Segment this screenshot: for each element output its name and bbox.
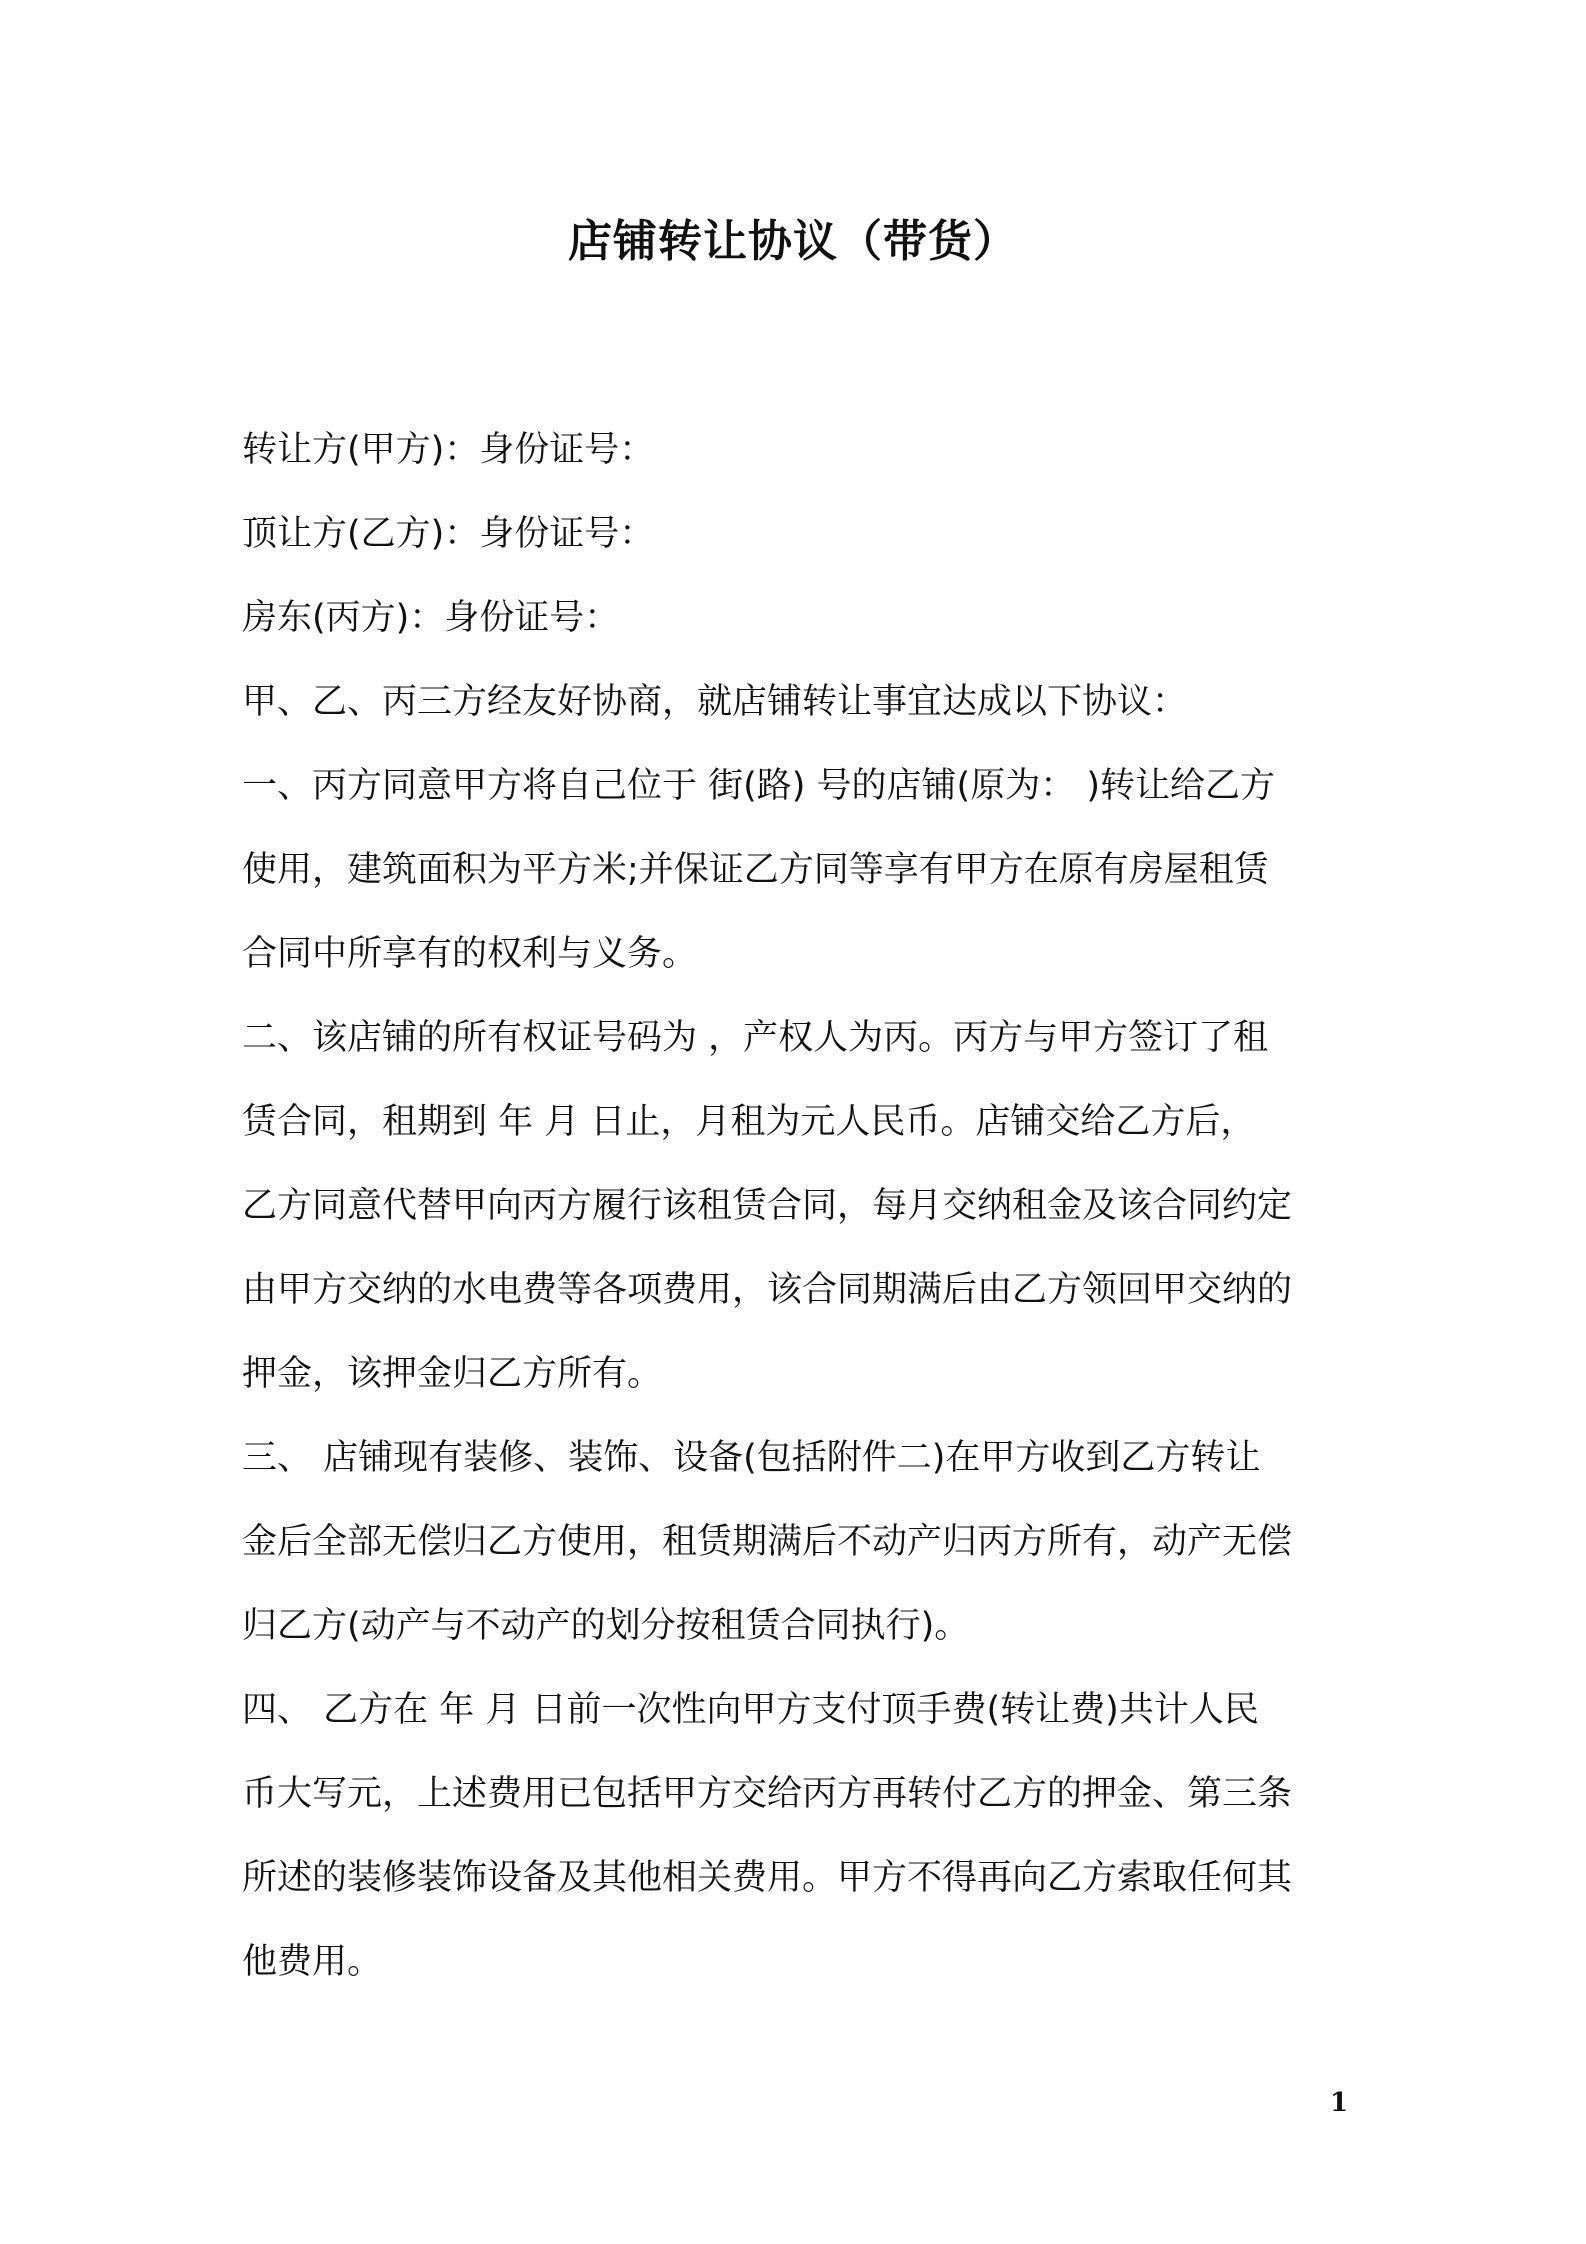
clause-2-line: 二、该店铺的所有权证号码为 ，产权人为丙。丙方与甲方签订了租 [242,1018,1269,1058]
clause-1-line: 合同中所享有的权利与义务。 [242,934,698,974]
clause-4 [242,1668,1352,2004]
clause-3 [242,1416,1352,1668]
clause-1-line: 使用，建筑面积为平方米;并保证乙方同等享有甲方在原有房屋租赁 [242,850,1269,890]
clause-4-line: 所述的装修装饰设备及其他相关费用。甲方不得再向乙方索取任何其 [242,1858,1293,1898]
clause-2 [242,996,1352,1416]
document-body [242,408,1352,2004]
intro-line: 甲、乙、丙三方经友好协商，就店铺转让事宜达成以下协议： [242,682,1188,722]
document-title: 店铺转让协议（带货） [568,216,1018,267]
clause-3-line: 金后全部无偿归乙方使用，租赁期满后不动产归丙方所有，动产无偿 [242,1522,1293,1562]
clause-2-line: 押金，该押金归乙方所有。 [242,1354,663,1394]
clause-3-line: 三、 店铺现有装修、装饰、设备(包括附件二)在甲方收到乙方转让 [242,1438,1261,1478]
clause-2-line: 由甲方交纳的水电费等各项费用，该合同期满后由乙方领回甲交纳的 [242,1270,1293,1310]
party-line-transferor: 转让方(甲方)：身份证号： [242,430,655,470]
page-number: 1 [1330,2088,1349,2118]
clause-2-line: 乙方同意代替甲向丙方履行该租赁合同，每月交纳租金及该合同约定 [242,1186,1293,1226]
party-line-transferee: 顶让方(乙方)：身份证号： [242,514,655,554]
clause-1 [242,744,1352,996]
clause-1-line: 一、丙方同意甲方将自己位于 街(路) 号的店铺(原为： )转让给乙方 [242,766,1275,806]
clause-2-line: 赁合同，租期到 年 月 日止，月租为元人民币。店铺交给乙方后， [242,1102,1256,1142]
clause-4-line: 四、 乙方在 年 月 日前一次性向甲方支付顶手费(转让费)共计人民 [242,1690,1259,1730]
clause-3-line: 归乙方(动产与不动产的划分按租赁合同执行)。 [242,1606,970,1646]
clause-4-line: 币大写元，上述费用已包括甲方交给丙方再转付乙方的押金、第三条 [242,1774,1293,1814]
party-line-landlord: 房东(丙方)：身份证号： [242,598,620,638]
clause-4-line: 他费用。 [242,1942,383,1982]
